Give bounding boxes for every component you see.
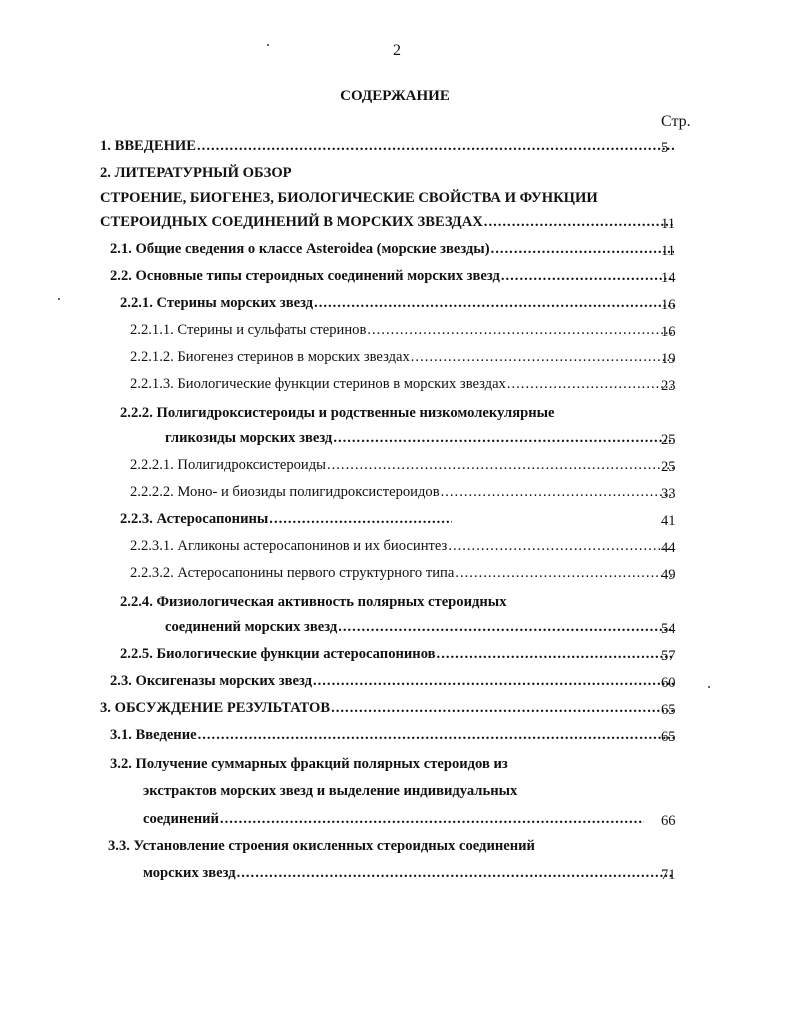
toc-entry [110, 727, 674, 751]
leader-dots [237, 865, 674, 882]
leader-dots [484, 214, 674, 231]
leader-dots [269, 511, 452, 528]
toc-entry-page: 33 [661, 486, 676, 502]
toc-entry-page: 71 [661, 867, 676, 883]
toc-entry-page: 54 [661, 621, 676, 637]
toc-entry-text: 3.2. Получение суммарных фракций полярных стероидов из [110, 756, 508, 772]
toc-entry [120, 295, 674, 319]
toc-entry-page: 65 [661, 702, 676, 718]
toc-entry [110, 756, 674, 780]
toc-entry [130, 349, 674, 373]
leader-dots [448, 538, 674, 555]
toc-entry-text: экстрактов морских звезд и выделение индивидуальных [143, 783, 518, 799]
toc-entry-page: 66 [661, 813, 676, 829]
toc-entry [108, 838, 674, 862]
toc-entry-page: 11 [661, 243, 676, 259]
toc-entry [110, 241, 674, 265]
toc-entry-text: СТЕРОИДНЫХ СОЕДИНЕНИЙ В МОРСКИХ ЗВЕЗДАХ [100, 214, 483, 230]
toc-entry-text: 2.1. Общие сведения о классе Asteroidea (морские звезды) [110, 241, 490, 257]
toc-entry-text: 2.2.2.1. Полигидроксистероиды [130, 457, 326, 473]
toc-entry-text: 2.2.1.3. Биологические функции стеринов в морских звездах [130, 376, 506, 392]
toc-entry-page: 23 [661, 378, 676, 394]
toc-entry-text: 2.2.3. Астеросапонины [120, 511, 269, 527]
toc-entry [110, 268, 674, 292]
toc-entry-page: 19 [661, 351, 676, 367]
toc-entry [100, 165, 674, 189]
toc-heading: СОДЕРЖАНИЕ [340, 88, 450, 104]
toc-entry-text: 3. ОБСУЖДЕНИЕ РЕЗУЛЬТАТОВ [100, 700, 331, 716]
leader-dots [367, 322, 674, 339]
toc-entry-text: 2.3. Оксигеназы морских звезд [110, 673, 312, 689]
toc-entry-page: 44 [661, 540, 676, 556]
toc-entry [143, 811, 644, 835]
toc-entry-text: 2. ЛИТЕРАТУРНЫЙ ОБЗОР [100, 165, 292, 181]
leader-dots [437, 646, 674, 663]
toc-entry-text: морских звезд [143, 865, 236, 881]
toc-entry [143, 865, 674, 889]
leader-dots [507, 376, 674, 393]
toc-entry-text: 2.2. Основные типы стероидных соединений морских звезд [110, 268, 500, 284]
toc-entry-text: 1. ВВЕДЕНИЕ [100, 138, 197, 154]
toc-entry-page: 16 [661, 297, 676, 313]
leader-dots [455, 565, 674, 582]
toc-entry [143, 783, 674, 807]
toc-entry-text: соединений [143, 811, 219, 827]
toc-entry-page: 25 [661, 459, 676, 475]
toc-entry-text: 2.2.1.1. Стерины и сульфаты стеринов [130, 322, 367, 338]
leader-dots [313, 673, 674, 690]
leader-dots [220, 811, 644, 828]
toc-entry-page: 60 [661, 675, 676, 691]
toc-entry [120, 511, 452, 535]
toc-entry-text: 2.2.2.2. Моно- и биозиды полигидроксистероидов [130, 484, 440, 500]
leader-dots [338, 619, 674, 636]
toc-entry-page: 41 [661, 513, 676, 529]
toc-entry-text: 2.2.5. Биологические функции астеросапонинов [120, 646, 436, 662]
toc-entry [100, 700, 674, 724]
toc-entry [165, 430, 674, 454]
toc-entry [130, 322, 674, 346]
toc-entry-text: 2.2.3.1. Агликоны астеросапонинов и их биосинтез [130, 538, 448, 554]
page-column-label: Стр. [661, 113, 691, 130]
toc-entry-text: 2.2.1. Стерины морских звезд [120, 295, 314, 311]
toc-entry-text: 3.1. Введение [110, 727, 197, 743]
toc-entry-text: гликозиды морских звезд [165, 430, 333, 446]
leader-dots [197, 138, 674, 155]
toc-entry [100, 138, 674, 162]
leader-dots [331, 700, 674, 717]
toc-entry-page: 65 [661, 729, 676, 745]
page-number: 2 [393, 42, 401, 59]
toc-entry [165, 619, 674, 643]
leader-dots [411, 349, 674, 366]
leader-dots [314, 295, 674, 312]
toc-entry-page: 14 [661, 270, 676, 286]
toc-entry [120, 646, 674, 670]
toc-entry [100, 214, 674, 238]
toc-entry [130, 457, 674, 481]
toc-entry-page: 11 [661, 216, 676, 232]
toc-entry-text: 2.2.2. Полигидроксистероиды и родственные низкомолекулярные [120, 405, 555, 421]
leader-dots [333, 430, 674, 447]
toc-entry-text: 3.3. Установление строения окисленных стероидных соединений [108, 838, 535, 854]
toc-entry-page: 16 [661, 324, 676, 340]
leader-dots [327, 457, 674, 474]
toc-entry [120, 594, 674, 618]
toc-entry-page: 49 [661, 567, 676, 583]
toc-entry [130, 484, 674, 508]
leader-dots [198, 727, 674, 744]
toc-entry [110, 673, 674, 697]
leader-dots [491, 241, 674, 258]
leader-dots [441, 484, 674, 501]
toc-entry-text: СТРОЕНИЕ, БИОГЕНЕЗ, БИОЛОГИЧЕСКИЕ СВОЙСТВА И ФУНКЦИИ [100, 190, 598, 206]
toc-entry [130, 538, 674, 562]
leader-dots [501, 268, 674, 285]
toc-entry-text: 2.2.3.2. Астеросапонины первого структурного типа [130, 565, 455, 581]
toc-entry-page: 25 [661, 432, 676, 448]
toc-entry [120, 405, 674, 429]
toc-entry-text: 2.2.4. Физиологическая активность полярных стероидных [120, 594, 507, 610]
toc-entry-page: 57 [661, 648, 676, 664]
toc-entry [100, 190, 674, 214]
toc-entry-page: 5 [661, 140, 669, 156]
toc-entry [130, 565, 674, 589]
toc-entry-text: соединений морских звезд [165, 619, 338, 635]
toc-entry-text: 2.2.1.2. Биогенез стеринов в морских звездах [130, 349, 410, 365]
toc-entry [130, 376, 674, 400]
